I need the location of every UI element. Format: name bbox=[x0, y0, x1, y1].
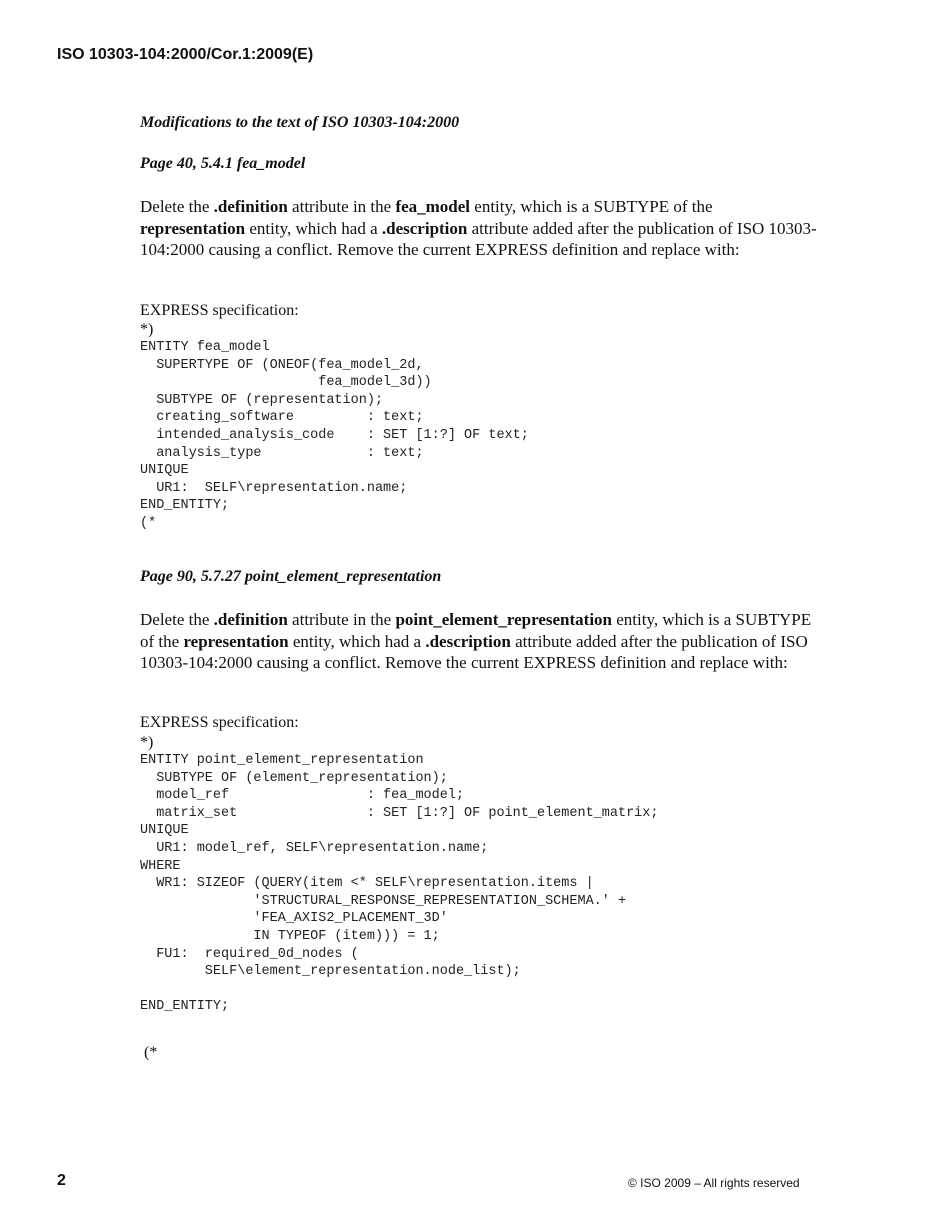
para-bold-term: representation bbox=[140, 218, 246, 238]
express-close-marker: (* bbox=[144, 1044, 158, 1061]
modifications-heading: Modifications to the text of ISO 10303-104:2000 bbox=[140, 114, 460, 131]
express-code-block-fea-model: ENTITY fea_model SUPERTYPE OF (ONEOF(fea_model_2d, fea_model_3d)) SUBTYPE OF (representation); creating_software : text; intended_analysis_code : SET [1:?] OF text; analysis_type : text; UNIQUE UR1: SELF\representation.name; END_ENTITY; (* bbox=[140, 340, 529, 531]
para-bold-term: point_element_representation bbox=[395, 610, 613, 629]
express-spec-label: EXPRESS specification: bbox=[140, 302, 299, 319]
para-text: attribute added after the publication of ISO 10303-104:2000 causing a conflict. Remove the current EXPRESS definition and replace with: bbox=[140, 631, 808, 672]
para-bold-term: .description bbox=[381, 218, 468, 238]
para-text: attribute in the bbox=[287, 610, 396, 629]
para-bold-term: representation bbox=[183, 631, 289, 651]
para-bold-term: .definition bbox=[213, 197, 288, 216]
express-spec-label: EXPRESS specification: bbox=[140, 714, 299, 731]
document-id-header: ISO 10303-104:2000/Cor.1:2009(E) bbox=[57, 46, 314, 63]
para-text: Delete the bbox=[140, 610, 214, 629]
para-bold-term: .description bbox=[425, 631, 511, 651]
express-open-marker: *) bbox=[140, 321, 154, 338]
para-text: attribute in the bbox=[287, 197, 396, 216]
para-text: entity, which had a bbox=[288, 631, 426, 651]
para-text: Delete the bbox=[140, 197, 214, 216]
section-paragraph-fea-model bbox=[140, 196, 820, 261]
para-bold-term: fea_model bbox=[395, 197, 471, 216]
section-heading-point-element-representation: Page 90, 5.7.27 point_element_representation bbox=[140, 568, 442, 585]
section-paragraph-point-element-representation bbox=[140, 609, 820, 674]
express-open-marker: *) bbox=[140, 734, 154, 751]
para-text: entity, which is a SUBTYPE of the bbox=[140, 610, 812, 651]
para-bold-term: .definition bbox=[213, 610, 288, 629]
section-heading-fea-model: Page 40, 5.4.1 fea_model bbox=[140, 155, 306, 172]
para-text: attribute added after the publication of ISO 10303-104:2000 causing a conflict. Remove the current EXPRESS definition and replace with: bbox=[140, 218, 817, 259]
copyright-notice: © ISO 2009 – All rights reserved bbox=[628, 1176, 800, 1190]
para-text: entity, which had a bbox=[245, 218, 382, 238]
para-text: entity, which is a SUBTYPE of the bbox=[470, 197, 713, 216]
express-code-block-point-element-representation: ENTITY point_element_representation SUBTYPE OF (element_representation); model_ref : fea_model; matrix_set : SET [1:?] OF point_element_matrix; UNIQUE UR1: model_ref, SELF\representation.name; WHERE WR1: SIZEOF (QUERY(item <* SELF\representation.items | 'STRUCTURAL_RESPONSE_REPRESENTATION_SCHEMA.' + 'FEA_AXIS2_PLACEMENT_3D' IN TYPEOF (item))) = 1; FU1: required_0d_nodes ( SELF\element_representation.node_list); END_ENTITY; bbox=[140, 753, 659, 1015]
page-number: 2 bbox=[57, 1172, 66, 1189]
